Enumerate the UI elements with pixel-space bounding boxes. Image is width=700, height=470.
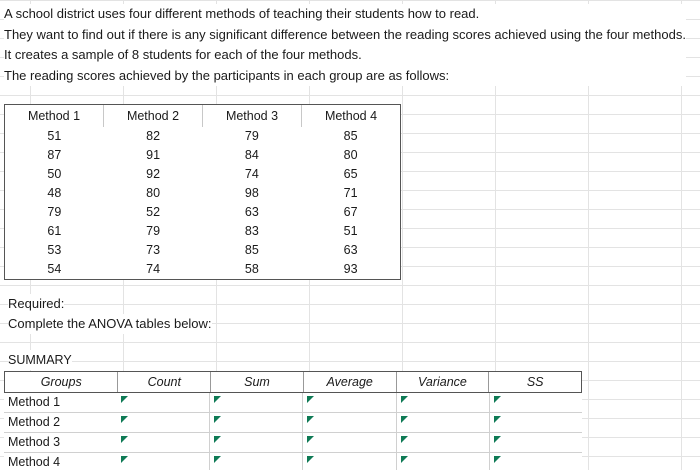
table-row: [4, 433, 582, 453]
variance-input-cell[interactable]: [397, 413, 490, 432]
average-input-cell[interactable]: [303, 393, 396, 412]
score-cell[interactable]: 80: [146, 186, 161, 200]
input-marker-icon: [307, 396, 314, 403]
score-cell[interactable]: 93: [343, 262, 358, 276]
input-marker-icon: [214, 456, 221, 463]
score-cell[interactable]: 51: [343, 224, 358, 238]
score-cell[interactable]: 65: [343, 167, 358, 181]
score-cell[interactable]: 54: [47, 262, 62, 276]
header-groups[interactable]: Groups: [5, 372, 118, 392]
score-cell[interactable]: 48: [47, 186, 62, 200]
intro-line: They want to find out if there is any significant difference between the reading scores achieved using the four methods.: [4, 25, 686, 46]
group-label[interactable]: Method 1: [8, 395, 61, 409]
input-marker-icon: [401, 416, 408, 423]
score-cell[interactable]: 87: [47, 148, 62, 162]
score-cell[interactable]: 98: [244, 186, 259, 200]
score-cell[interactable]: 79: [146, 224, 161, 238]
table-row: [4, 453, 582, 470]
ss-input-cell[interactable]: [490, 413, 582, 432]
score-cell[interactable]: 74: [244, 167, 259, 181]
instruction-text[interactable]: Complete the ANOVA tables below:: [8, 314, 212, 334]
header-method-4[interactable]: Method 4: [324, 109, 378, 123]
input-marker-icon: [307, 456, 314, 463]
reading-scores-table: [4, 104, 401, 280]
header-method-3[interactable]: Method 3: [203, 105, 302, 127]
score-cell[interactable]: 91: [146, 148, 161, 162]
input-marker-icon: [121, 396, 128, 403]
anova-summary-table: [4, 371, 582, 470]
variance-input-cell[interactable]: [397, 433, 490, 452]
score-cell[interactable]: 82: [146, 129, 161, 143]
sum-input-cell[interactable]: [210, 433, 303, 452]
input-marker-icon: [121, 416, 128, 423]
header-count[interactable]: Count: [118, 372, 211, 392]
header-variance[interactable]: Variance: [397, 372, 490, 392]
input-marker-icon: [121, 436, 128, 443]
average-input-cell[interactable]: [303, 453, 396, 470]
variance-input-cell[interactable]: [397, 393, 490, 412]
table-row: [5, 184, 400, 203]
score-cell[interactable]: 73: [146, 243, 161, 257]
input-marker-icon: [494, 436, 501, 443]
input-marker-icon: [121, 456, 128, 463]
intro-text: [4, 4, 686, 86]
count-input-cell[interactable]: [117, 453, 210, 470]
intro-line: The reading scores achieved by the participants in each group are as follows:: [4, 66, 686, 87]
score-cell[interactable]: 67: [343, 205, 358, 219]
summary-label[interactable]: SUMMARY: [8, 350, 72, 370]
header-sum[interactable]: Sum: [211, 372, 304, 392]
input-marker-icon: [214, 416, 221, 423]
required-label[interactable]: Required:: [8, 294, 64, 314]
score-cell[interactable]: 52: [146, 205, 161, 219]
table-row: [5, 260, 400, 279]
count-input-cell[interactable]: [117, 433, 210, 452]
average-input-cell[interactable]: [303, 433, 396, 452]
anova-header-row: [4, 371, 582, 393]
average-input-cell[interactable]: [303, 413, 396, 432]
table-row: [4, 413, 582, 433]
intro-line: It creates a sample of 8 students for each of the four methods.: [4, 45, 686, 66]
input-marker-icon: [494, 416, 501, 423]
table-row: [5, 203, 400, 222]
input-marker-icon: [307, 436, 314, 443]
count-input-cell[interactable]: [117, 393, 210, 412]
ss-input-cell[interactable]: [490, 433, 582, 452]
variance-input-cell[interactable]: [397, 453, 490, 470]
table-row: [5, 146, 400, 165]
group-label[interactable]: Method 2: [8, 415, 61, 429]
table-row: [5, 222, 400, 241]
score-cell[interactable]: 79: [47, 205, 62, 219]
input-marker-icon: [307, 416, 314, 423]
header-ss[interactable]: SS: [526, 375, 544, 389]
score-cell[interactable]: 71: [343, 186, 358, 200]
table-row: [4, 393, 582, 413]
score-cell[interactable]: 85: [343, 129, 358, 143]
intro-line: A school district uses four different methods of teaching their students how to read.: [4, 4, 686, 25]
sum-input-cell[interactable]: [210, 453, 303, 470]
group-label[interactable]: Method 4: [8, 455, 61, 469]
scores-header-row: [5, 105, 400, 127]
score-cell[interactable]: 80: [343, 148, 358, 162]
input-marker-icon: [214, 396, 221, 403]
input-marker-icon: [401, 396, 408, 403]
score-cell[interactable]: 85: [244, 243, 259, 257]
table-row: [5, 165, 400, 184]
count-input-cell[interactable]: [117, 413, 210, 432]
header-method-2[interactable]: Method 2: [104, 105, 203, 127]
score-cell[interactable]: 63: [244, 205, 259, 219]
score-cell[interactable]: 50: [47, 167, 62, 181]
score-cell[interactable]: 53: [47, 243, 62, 257]
header-method-1[interactable]: Method 1: [5, 105, 104, 127]
input-marker-icon: [214, 436, 221, 443]
score-cell[interactable]: 92: [146, 167, 161, 181]
input-marker-icon: [401, 456, 408, 463]
ss-input-cell[interactable]: [490, 393, 582, 412]
input-marker-icon: [494, 456, 501, 463]
score-cell[interactable]: 74: [146, 262, 161, 276]
input-marker-icon: [494, 396, 501, 403]
table-row: [5, 241, 400, 260]
score-cell[interactable]: 84: [244, 148, 259, 162]
sum-input-cell[interactable]: [210, 413, 303, 432]
score-cell[interactable]: 58: [244, 262, 259, 276]
score-cell[interactable]: 51: [47, 129, 62, 143]
header-average[interactable]: Average: [304, 372, 397, 392]
score-cell[interactable]: 79: [244, 129, 259, 143]
table-row: [5, 127, 400, 146]
input-marker-icon: [401, 436, 408, 443]
ss-input-cell[interactable]: [490, 453, 582, 470]
score-cell[interactable]: 83: [244, 224, 259, 238]
score-cell[interactable]: 61: [47, 224, 62, 238]
group-label[interactable]: Method 3: [8, 435, 61, 449]
score-cell[interactable]: 63: [343, 243, 358, 257]
sum-input-cell[interactable]: [210, 393, 303, 412]
